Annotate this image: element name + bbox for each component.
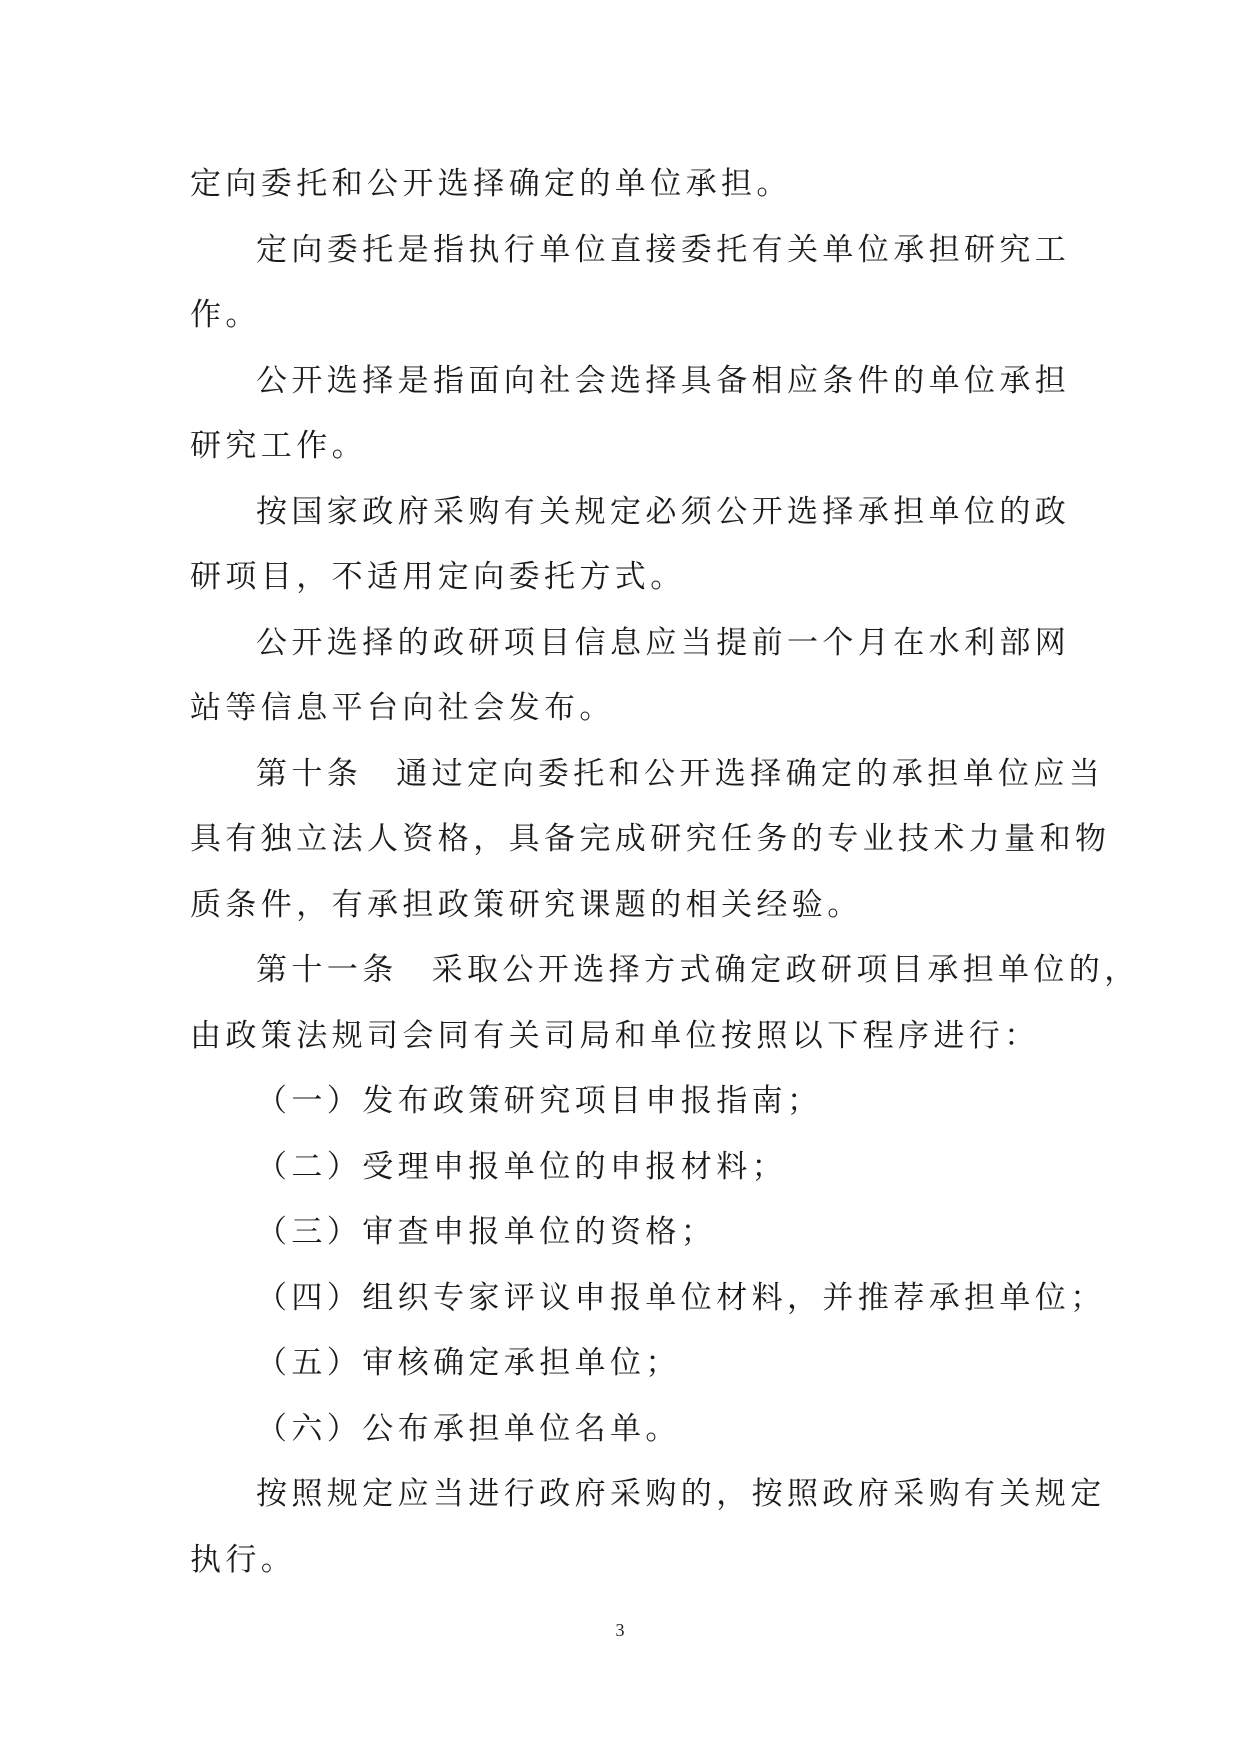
list-item: （五）审核确定承担单位； (256, 1345, 681, 1381)
text-line: 公开选择的政研项目信息应当提前一个月在水利部网 (256, 624, 1071, 661)
text-line: 作。 (190, 297, 261, 333)
text-line: 研项目，不适用定向委托方式。 (190, 559, 686, 595)
text-line: 由政策法规司会同有关司局和单位按照以下程序进行： (190, 1017, 1040, 1054)
text-line: 具有独立法人资格，具备完成研究任务的专业技术力量和物 (190, 821, 1111, 857)
text-line: 定向委托和公开选择确定的单位承担。 (190, 166, 792, 202)
text-line: 质条件，有承担政策研究课题的相关经验。 (190, 886, 863, 923)
list-item: （一）发布政策研究项目申报指南； (256, 1083, 823, 1119)
article-11-heading: 第十一条 (256, 952, 398, 988)
list-item: （三）审查申报单位的资格； (256, 1214, 717, 1250)
text-line: 研究工作。 (190, 428, 367, 464)
document-body (190, 152, 1140, 1593)
text-line: 公开选择是指面向社会选择具备相应条件的单位承担 (256, 362, 1071, 399)
page-number: 3 (615, 1620, 625, 1640)
text-line: 定向委托是指执行单位直接委托有关单位承担研究工 (256, 231, 1071, 268)
article-10-heading: 第十条 (256, 755, 363, 792)
text-line: 按国家政府采购有关规定必须公开选择承担单位的政 (256, 493, 1071, 530)
text-line: 执行。 (190, 1541, 297, 1578)
list-item: （六）公布承担单位名单。 (256, 1410, 681, 1447)
article-11-text: 采取公开选择方式确定政研项目承担单位的， (431, 952, 1140, 988)
text-line: 按照规定应当进行政府采购的，按照政府采购有关规定 (256, 1476, 1106, 1512)
article-11-line (190, 938, 1140, 1004)
text-line: 站等信息平台向社会发布。 (190, 690, 615, 726)
article-10-text: 通过定向委托和公开选择确定的承担单位应当 (396, 755, 1105, 792)
list-item: （四）组织专家评议申报单位材料，并推荐承担单位； (256, 1279, 1106, 1316)
list-item: （二）受理申报单位的申报材料； (256, 1148, 787, 1185)
article-10-line (190, 742, 1105, 808)
